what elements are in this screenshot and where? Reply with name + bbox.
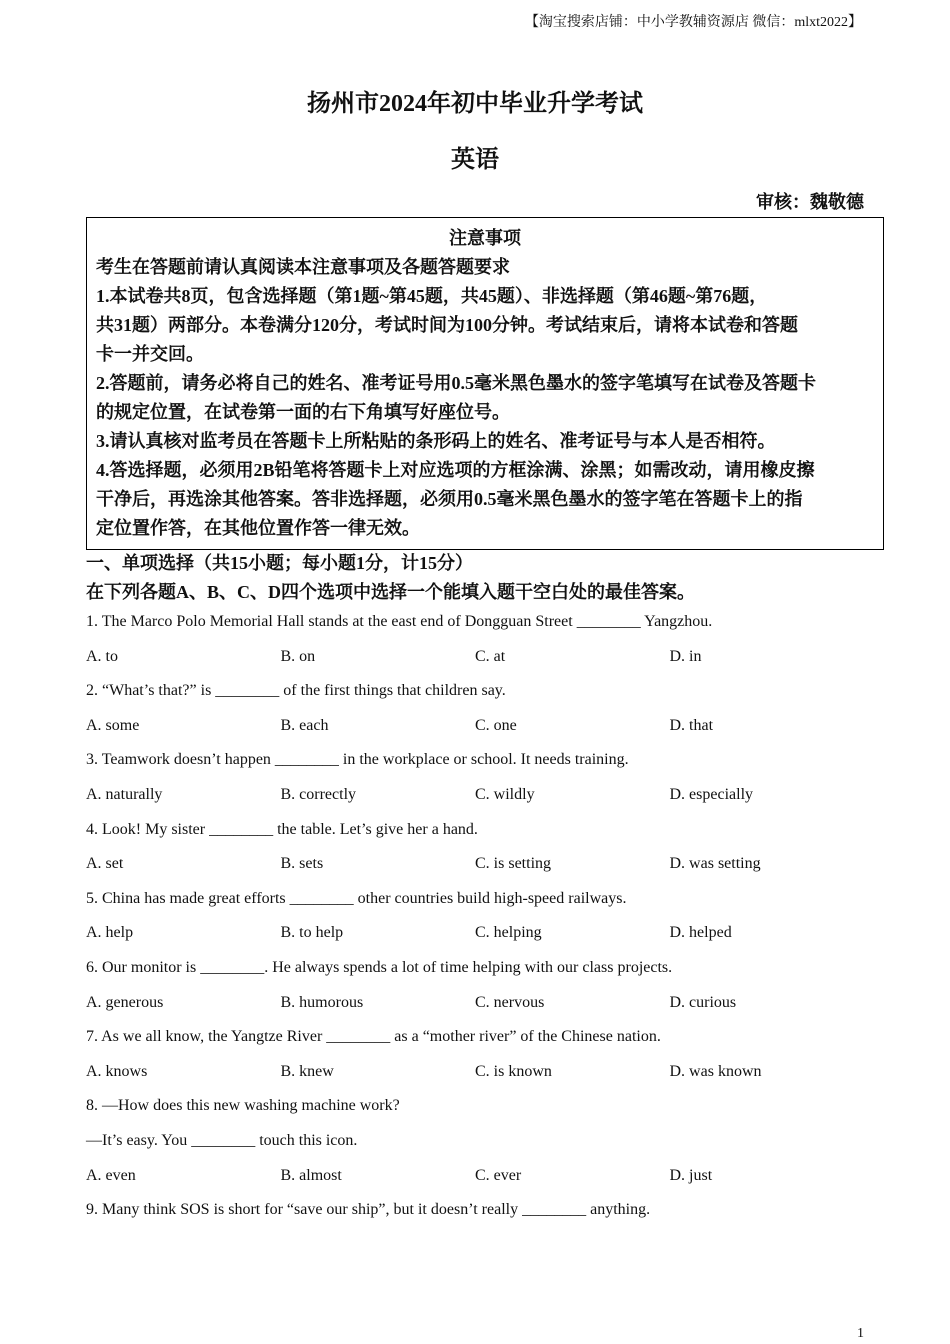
- section-instruction: 在下列各题A、B、C、D四个选项中选择一个能填入题干空白处的最佳答案。: [86, 582, 695, 602]
- option-row: [86, 778, 876, 813]
- option-c: C. is known: [475, 1062, 552, 1080]
- question-stem: 9. Many think SOS is short for “save our ship”, but it doesn’t really ________ anything.: [86, 1201, 651, 1219]
- option-d: D. just: [669, 1166, 713, 1184]
- option-b: B. sets: [280, 855, 324, 873]
- notice-title: 注意事项: [449, 228, 521, 248]
- option-c: C. is setting: [475, 855, 552, 873]
- reviewer-label: 审核：魏敬德: [756, 192, 864, 212]
- notice-line: 的规定位置，在试卷第一面的右下角填写好座位号。: [96, 402, 510, 422]
- option-b: B. each: [280, 716, 329, 734]
- option-c: C. at: [475, 647, 506, 665]
- option-d: D. that: [669, 716, 714, 734]
- option-row: [86, 986, 876, 1021]
- notice-line: 卡一并交回。: [96, 344, 204, 364]
- question-stem: 6. Our monitor is ________. He always spends a lot of time helping with our class projects.: [86, 958, 673, 976]
- notice-line: 3.请认真核对监考员在答题卡上所粘贴的条形码上的姓名、准考证号与本人是否相符。: [96, 431, 776, 451]
- option-d: D. was setting: [669, 855, 761, 873]
- notice-box: [86, 217, 884, 550]
- header-note: 【淘宝搜索店铺：中小学教辅资源店 微信：mlxt2022】: [524, 15, 862, 30]
- page-number: 1: [857, 1326, 864, 1341]
- question-stem: 4. Look! My sister ________ the table. Let’s give her a hand.: [86, 820, 478, 838]
- option-d: D. was known: [669, 1062, 762, 1080]
- option-a: A. help: [86, 924, 134, 942]
- notice-line: 共31题）两部分。本卷满分120分，考试时间为100分钟。考试结束后，请将本试卷和答题: [96, 315, 798, 335]
- question-stem: 2. “What’s that?” is ________ of the first things that children say.: [86, 682, 506, 700]
- option-row: [86, 1159, 876, 1194]
- notice-line: 定位置作答，在其他位置作答一律无效。: [96, 518, 420, 538]
- notice-line: 1.本试卷共8页，包含选择题（第1题~第45题，共45题）、非选择题（第46题~第76题，: [96, 286, 768, 306]
- option-d: D. especially: [669, 785, 754, 803]
- option-a: A. set: [86, 855, 124, 873]
- exam-subject: 英语: [451, 147, 499, 173]
- option-a: A. to: [86, 647, 118, 665]
- notice-line: 考生在答题前请认真阅读本注意事项及各题答题要求: [96, 257, 510, 277]
- option-row: [86, 847, 876, 882]
- option-b: B. humorous: [280, 993, 364, 1011]
- option-a: A. naturally: [86, 785, 163, 803]
- notice-line: 干净后，再选涂其他答案。答非选择题，必须用0.5毫米黑色墨水的签字笔在答题卡上的指: [96, 489, 803, 509]
- option-b: B. knew: [280, 1062, 334, 1080]
- option-b: B. to help: [280, 924, 344, 942]
- notice-line: 2.答题前，请务必将自己的姓名、准考证号用0.5毫米黑色墨水的签字笔填写在试卷及答题卡: [96, 373, 816, 393]
- option-d: D. helped: [669, 924, 732, 942]
- option-a: A. knows: [86, 1062, 148, 1080]
- question-stem-reply: —It’s easy. You ________ touch this icon.: [86, 1131, 358, 1149]
- option-b: B. on: [280, 647, 316, 665]
- option-a: A. even: [86, 1166, 136, 1184]
- section-heading: 一、单项选择（共15小题；每小题1分，计15分）: [86, 553, 473, 573]
- option-row: [86, 640, 876, 675]
- exam-title: 扬州市2024年初中毕业升学考试: [307, 91, 643, 117]
- option-row: [86, 1055, 876, 1090]
- option-row: [86, 709, 876, 744]
- option-d: D. in: [669, 647, 702, 665]
- question-stem: 3. Teamwork doesn’t happen ________ in the workplace or school. It needs training.: [86, 751, 629, 769]
- option-a: A. generous: [86, 993, 164, 1011]
- option-c: C. helping: [475, 924, 542, 942]
- option-c: C. one: [475, 716, 517, 734]
- question-stem: 5. China has made great efforts ________ other countries build high-speed railways.: [86, 889, 627, 907]
- option-c: C. ever: [475, 1166, 522, 1184]
- question-stem: 8. —How does this new washing machine work?: [86, 1097, 400, 1115]
- question-stem: 7. As we all know, the Yangtze River ________ as a “mother river” of the Chinese nation.: [86, 1028, 661, 1046]
- option-d: D. curious: [669, 993, 737, 1011]
- option-b: B. almost: [280, 1166, 342, 1184]
- question-list: [86, 605, 876, 1228]
- option-c: C. nervous: [475, 993, 545, 1011]
- question-stem: 1. The Marco Polo Memorial Hall stands at the east end of Dongguan Street ________ Yangzhou.: [86, 613, 713, 630]
- notice-line: 4.答选择题，必须用2B铅笔将答题卡上对应选项的方框涂满、涂黑；如需改动，请用橡皮擦: [96, 460, 815, 480]
- option-row: [86, 916, 876, 951]
- option-b: B. correctly: [280, 785, 357, 803]
- option-a: A. some: [86, 716, 140, 734]
- option-c: C. wildly: [475, 785, 535, 803]
